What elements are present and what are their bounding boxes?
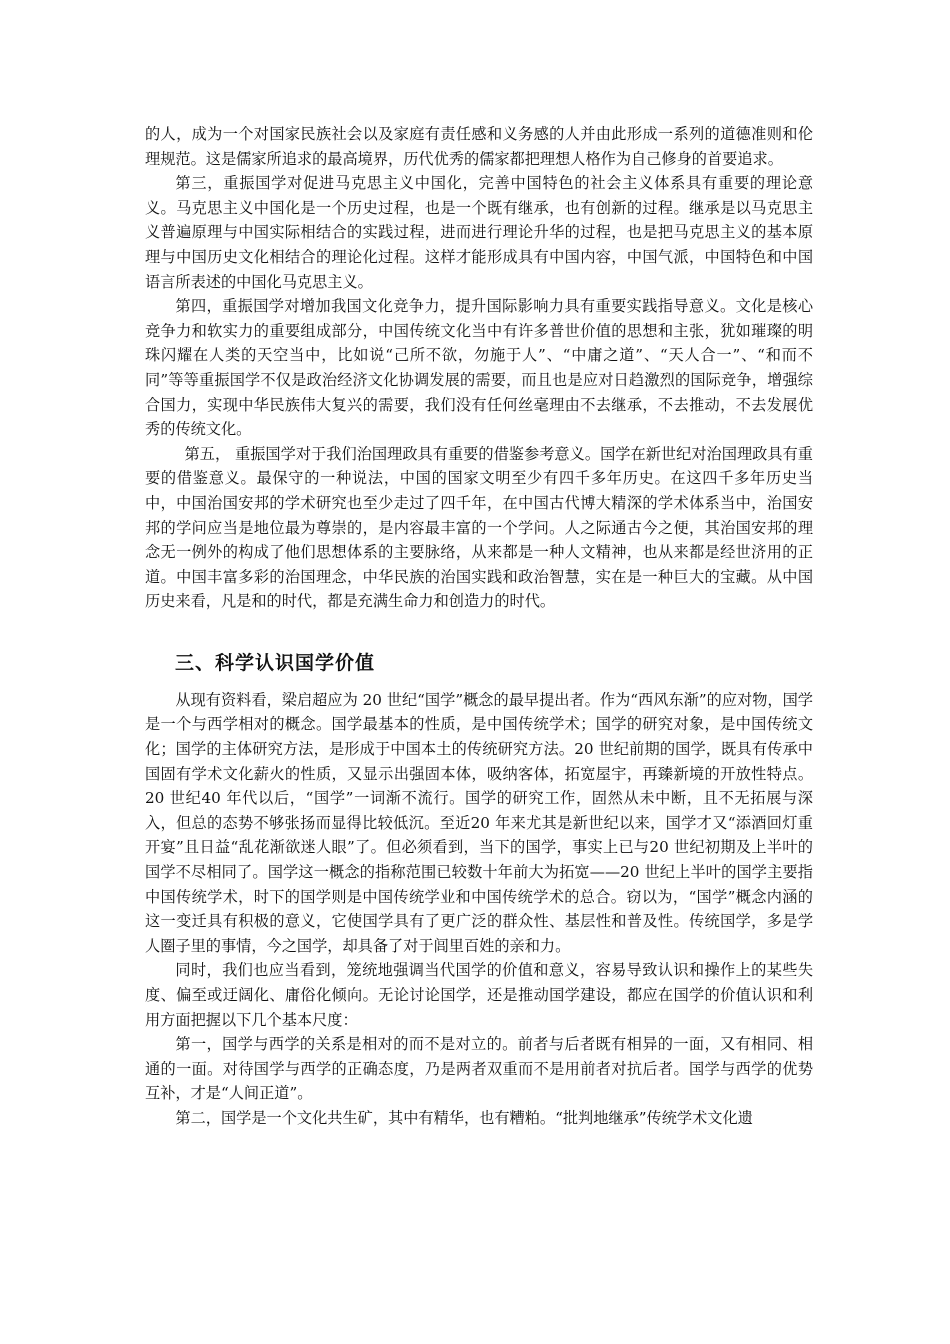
paragraph-point-four: 第四，重振国学对增加我国文化竞争力，提升国际影响力具有重要实践指导意义。文化是核心竞争力和软实力的重要组成部分，中国传统文化当中有许多普世价值的思想和主张，犹如璀璨的明珠闪耀在人类的天空当中，比如说“己所不欲，勿施于人”、“中庸之道”、“天人合一”、“和而不同”等等重振国学不仅是政治经济文化协调发展的需要，而且也是应对日趋激烈的国际竞争，增强综合国力，实现中华民族伟大复兴的需要，我们没有任何丝毫理由不去继承，不去推动，不去发展优秀的传统文化。 bbox=[145, 297, 813, 439]
paragraph-origin: 从现有资料看，梁启超应为 20 世纪“国学”概念的最早提出者。作为“西风东渐”的应对物，国学是一个与西学相对的概念。国学最基本的性质，是中国传统学术；国学的研究对象，是中国传统文化；国学的主体研究方法，是形成于中国本土的传统研究方法。20 世纪前期的国学，既具有传承中国固有学术文化薪火的性质，又显示出强固本体，吸纳客体，拓宽屋宇，再臻新境的开放性特点。20 世纪40 年代以后，“国学”一词渐不流行。国学的研究工作，固然从未中断，且不无拓展与深入，但总的态势不够张扬而显得比较低沉。至近20 年来尤其是新世纪以来，国学才又“添酒回灯重开宴”且日益“乱花渐欲迷人眼”了。但必须看到，当下的国学，事实上已与20 世纪初期及上半叶的国学不尽相同了。国学这一概念的指称范围已较数十年前大为拓宽——20 世纪上半叶的国学主要指中国传统学术，时下的国学则是中国传统学业和中国传统学术的总合。窃以为，“国学”概念内涵的这一变迁具有积极的意义，它使国学具有了更广泛的群众性、基层性和普及性。传统国学，多是学人圈子里的事情，今之国学，却具备了对于闾里百姓的亲和力。 bbox=[145, 690, 813, 955]
paragraph-first-measure: 第一，国学与西学的关系是相对的而不是对立的。前者与后者既有相异的一面，又有相同、相通的一面。对待国学与西学的正确态度，乃是两者双重而不是用前者对抗后者。国学与西学的优势互补，才是“人间正道”。 bbox=[145, 1035, 813, 1103]
paragraph-continuation: 的人，成为一个对国家民族社会以及家庭有责任感和义务感的人并由此形成一系列的道德准则和伦理规范。这是儒家所追求的最高境界，历代优秀的儒家都把理想人格作为自己修身的首要追求。 bbox=[145, 125, 813, 168]
document-page bbox=[145, 122, 813, 1131]
paragraph-meanwhile: 同时，我们也应当看到，笼统地强调当代国学的价值和意义，容易导致认识和操作上的某些失度、偏至或迂阔化、庸俗化倾向。无论讨论国学，还是推动国学建设，都应在国学的价值认识和利用方面把握以下几个基本尺度： bbox=[145, 961, 813, 1029]
paragraph-second-measure: 第二，国学是一个文化共生矿，其中有精华，也有糟粕。“批判地继承”传统学术文化遗 bbox=[175, 1108, 753, 1127]
section-heading: 三、科学认识国学价值 bbox=[175, 651, 376, 674]
paragraph-point-three: 第三，重振国学对促进马克思主义中国化，完善中国特色的社会主义体系具有重要的理论意义。马克思主义中国化是一个历史过程，也是一个既有继承，也有创新的过程。继承是以马克思主义普遍原理与中国实际相结合的实践过程，进而进行理论升华的过程，也是把马克思主义的基本原理与中国历史文化相结合的理论化过程。这样才能形成具有中国内容，中国气派，中国特色和中国语言所表述的中国化马克思主义。 bbox=[145, 174, 813, 291]
paragraph-point-five: 第五， 重振国学对于我们治国理政具有重要的借鉴参考意义。国学在新世纪对治国理政具有重要的借鉴意义。最保守的一种说法，中国的国家文明至少有四千多年历史。在这四千多年历史当中，中国治国安邦的学术研究也至少走过了四千年，在中国古代博大精深的学术体系当中，治国安邦的学问应当是地位最为尊崇的，是内容最丰富的一个学问。人之际通古今之便，其治国安邦的理念无一例外的构成了他们思想体系的主要脉络，从来都是一种人文精神，也从来都是经世济用的正道。中国丰富多彩的治国理念，中华民族的治国实践和政治智慧，实在是一种巨大的宝藏。从中国历史来看，凡是和的时代，都是充满生命力和创造力的时代。 bbox=[145, 444, 813, 611]
